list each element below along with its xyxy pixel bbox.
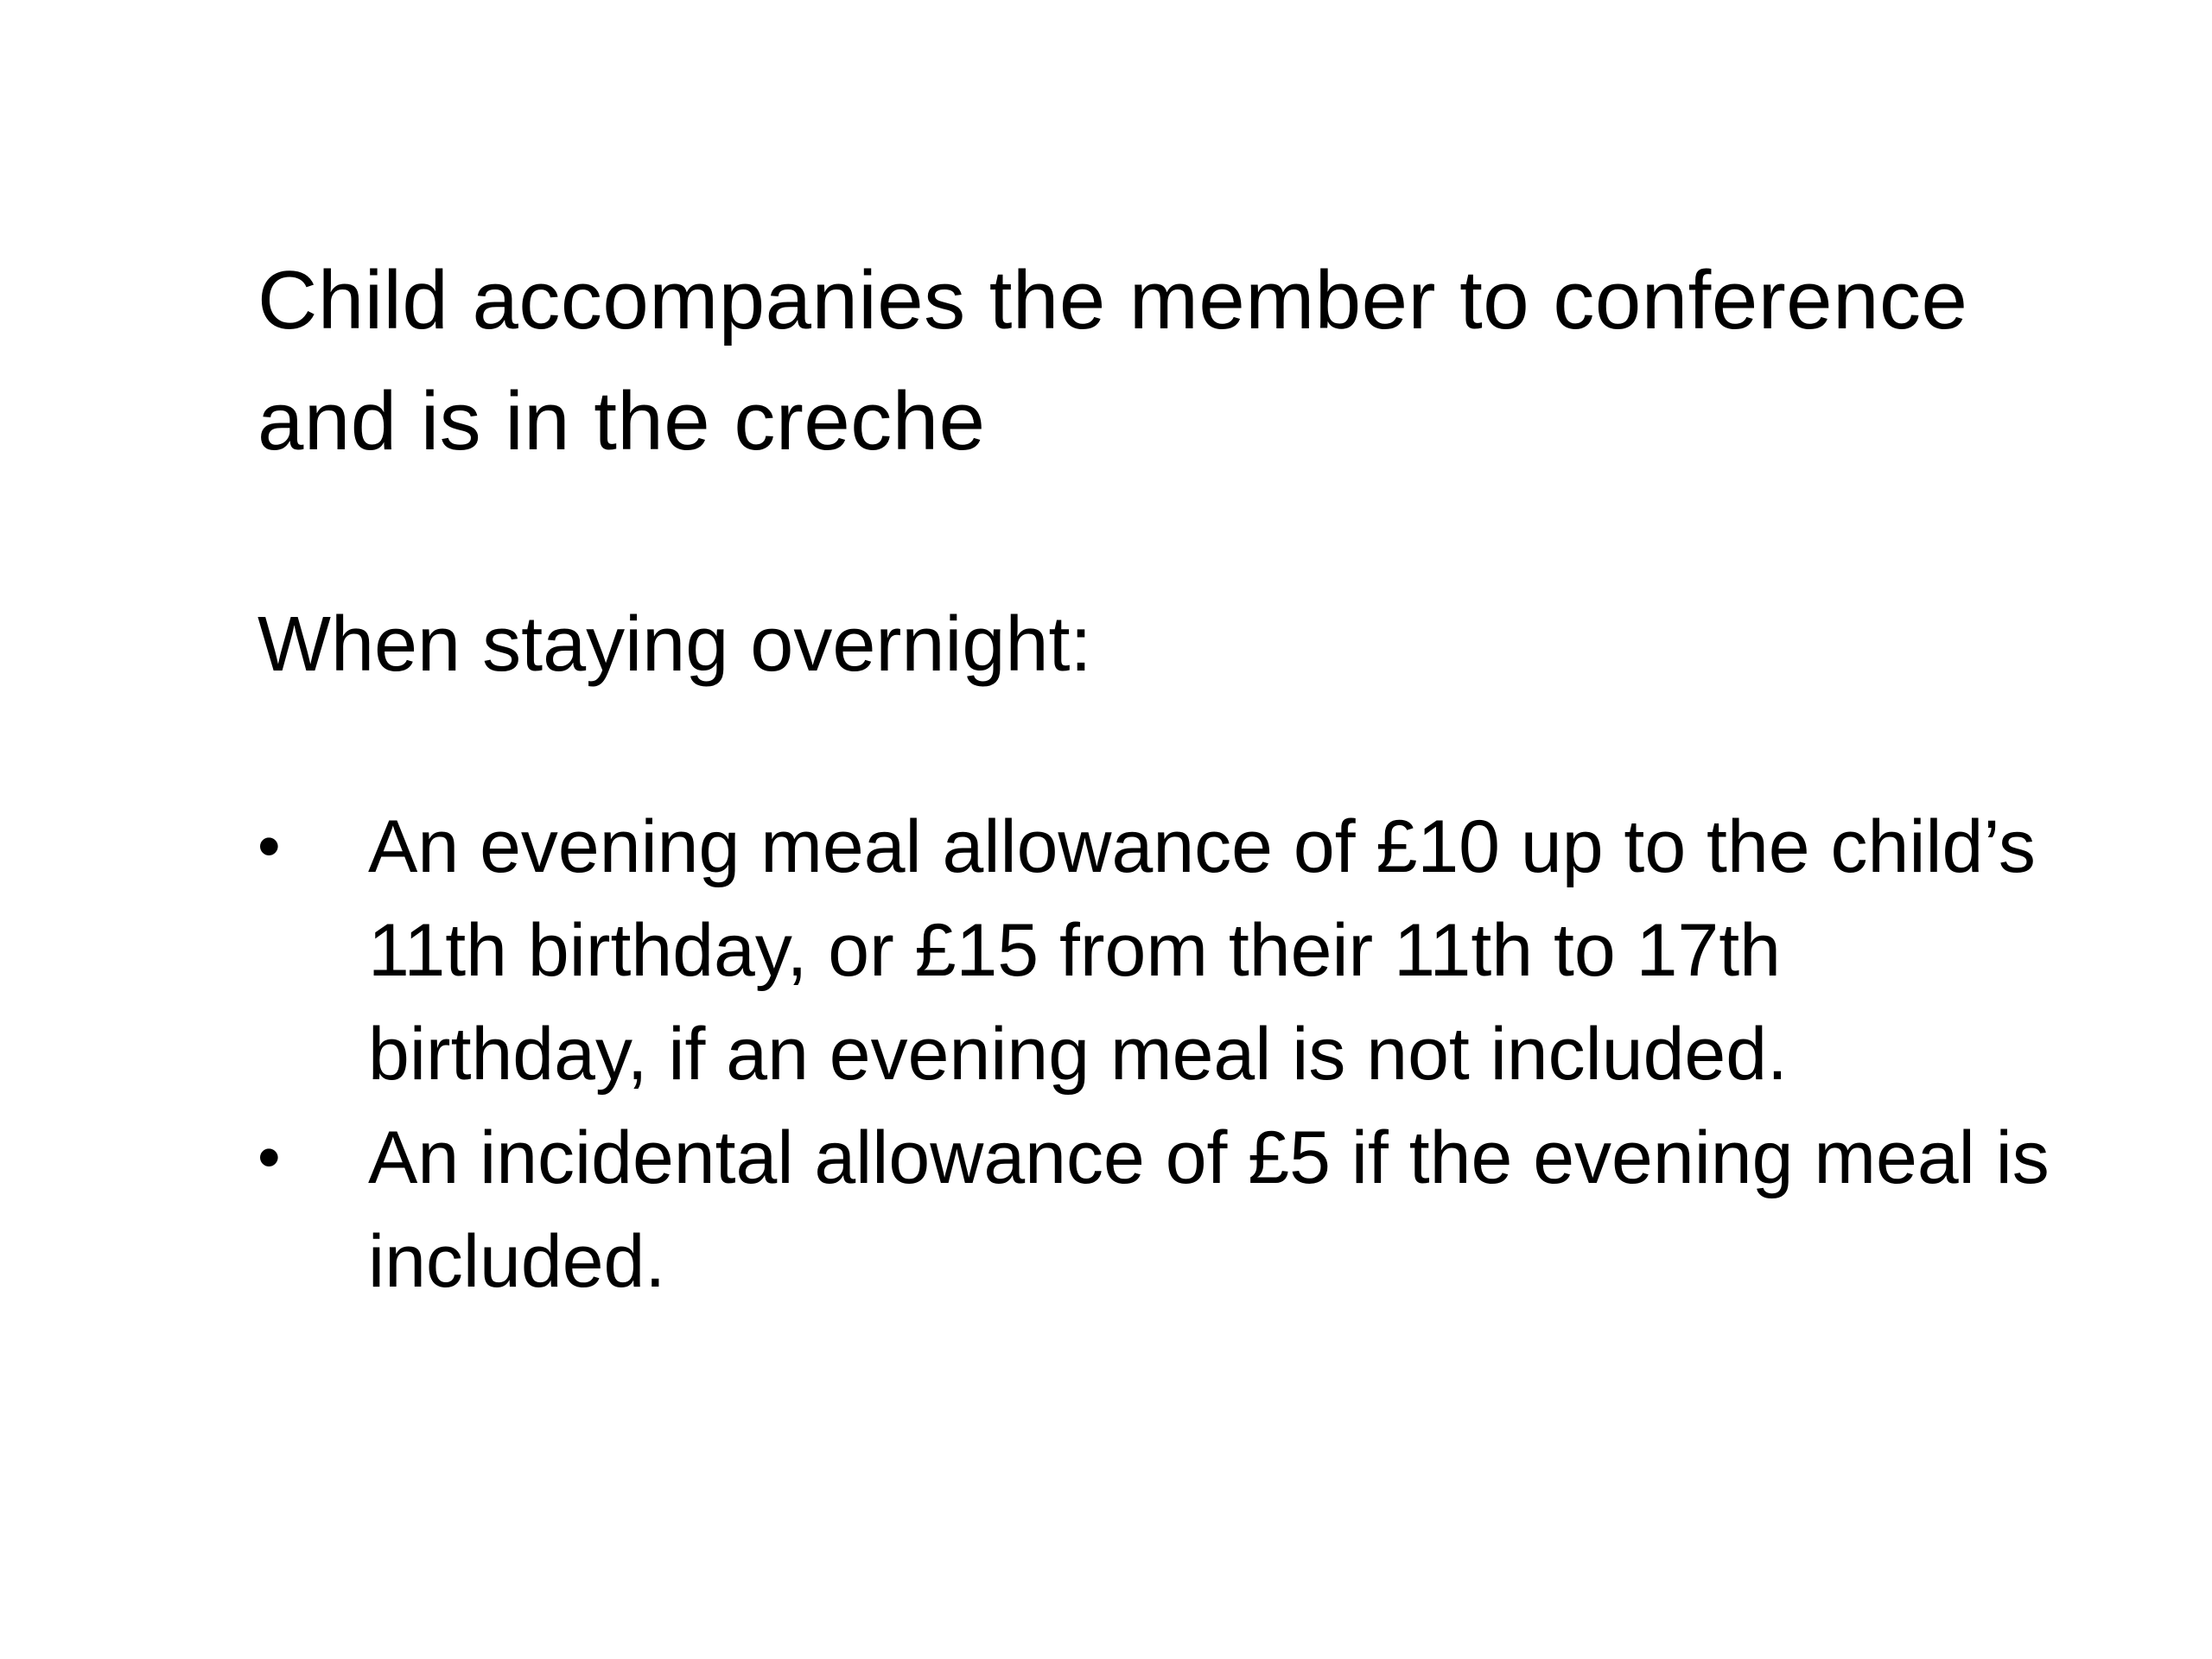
bullet-text: An incidental allowance of £5 if the evening meal is included.: [368, 1116, 2050, 1303]
slide-subtitle: When staying overnight:: [257, 601, 1092, 688]
slide-title: Child accompanies the member to conference and is in the creche: [257, 254, 1968, 467]
bullet-text: An evening meal allowance of £10 up to the child’s 11th birthday, or £15 from their 11th to 17th birthday, if an evening meal is not included.: [368, 805, 2036, 1096]
bullet-item-incidental: [257, 1106, 2072, 1313]
bullet-list: [257, 795, 2072, 1313]
bullet-marker: •: [257, 810, 281, 883]
bullet-marker: •: [257, 1121, 281, 1194]
bullet-item-evening-meal: [257, 795, 2072, 1106]
